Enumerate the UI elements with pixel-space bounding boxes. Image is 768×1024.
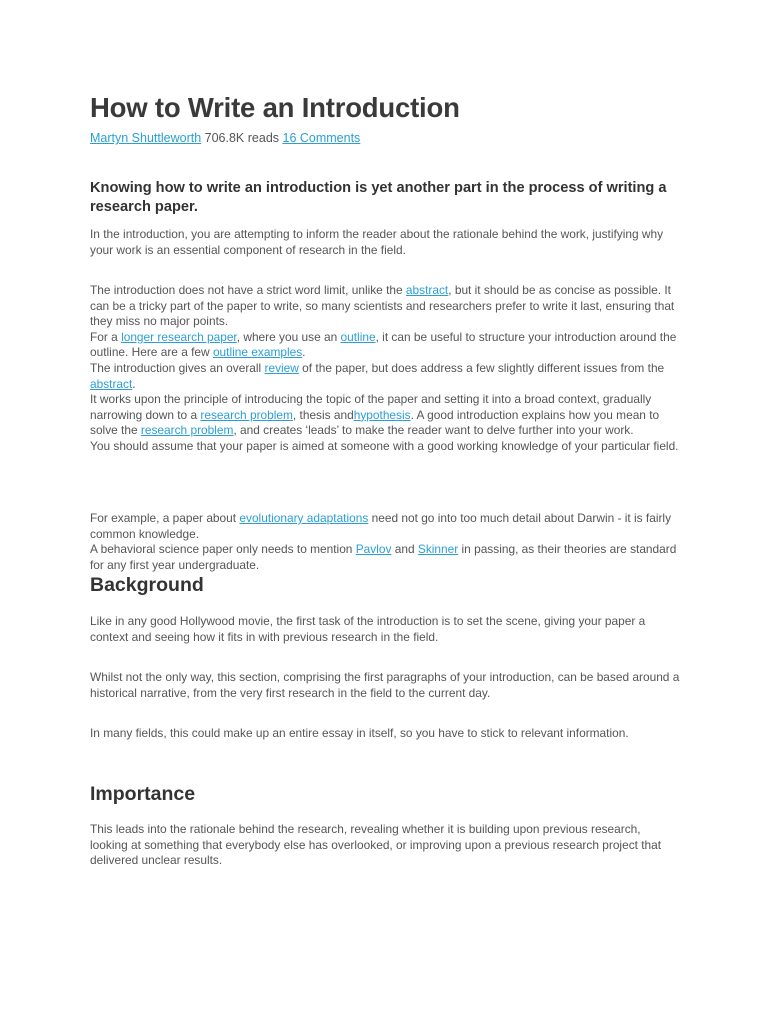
text-run: , and creates ‘leads’ to make the reader want to delve further into your work. xyxy=(233,423,634,438)
text-run: and xyxy=(391,542,418,557)
intro-details-paragraph xyxy=(90,283,680,455)
research-problem-link-2[interactable]: research problem xyxy=(140,423,234,438)
skinner-link[interactable]: Skinner xyxy=(417,542,459,557)
text-run: A behavioral science paper only needs to mention xyxy=(90,542,356,557)
behavioral-line xyxy=(90,542,680,573)
word-limit-line xyxy=(90,283,680,330)
evolutionary-adaptations-link[interactable]: evolutionary adaptations xyxy=(239,511,369,525)
hypothesis-link[interactable]: hypothesis xyxy=(353,407,411,422)
text-run: of the paper, but does address a few slightly different issues from the xyxy=(298,360,665,375)
author-link[interactable]: Martyn Shuttleworth xyxy=(90,131,202,145)
pavlov-link[interactable]: Pavlov xyxy=(355,542,392,557)
longer-research-paper-link[interactable]: longer research paper xyxy=(121,329,237,344)
review-link[interactable]: review xyxy=(264,360,299,375)
background-heading: Background xyxy=(90,574,204,596)
research-problem-link[interactable]: research problem xyxy=(200,407,293,422)
darwin-line xyxy=(90,511,680,542)
text-run: , it can be useful to structure your introduction around the outline. Here are a few xyxy=(90,329,677,360)
review-line xyxy=(90,361,680,392)
article-meta xyxy=(90,131,360,145)
examples-paragraph xyxy=(90,511,680,573)
text-run: For a xyxy=(90,329,122,344)
outline-link[interactable]: outline xyxy=(340,329,376,344)
text-run: . xyxy=(302,345,306,360)
background-paragraph-3: In many fields, this could make up an entire essay in itself, so you have to stick to relevant information. xyxy=(90,726,629,740)
text-run: , thesis and xyxy=(292,407,354,422)
importance-paragraph: This leads into the rationale behind the research, revealing whether it is building upon previous research, looking at something that everybody else has overlooked, or improving upon a previous research project that delivered unclear results. xyxy=(90,822,662,868)
text-run: need not go into too much detail about Darwin - it is fairly common knowledge. xyxy=(90,511,672,541)
background-paragraph-1: Like in any good Hollywood movie, the first task of the introduction is to set the scene, giving your paper a context and seeing how it fits in with previous research in the field. xyxy=(90,614,646,644)
text-run: For example, a paper about xyxy=(90,511,240,525)
audience-line: You should assume that your paper is aimed at someone with a good working knowledge of your particular field. xyxy=(90,438,679,453)
text-run: The introduction does not have a strict word limit, unlike the xyxy=(90,283,406,297)
abstract-link[interactable]: abstract xyxy=(405,283,449,297)
outline-examples-link[interactable]: outline examples xyxy=(212,345,303,360)
text-run: The introduction gives an overall xyxy=(90,360,265,375)
intro-paragraph: In the introduction, you are attempting to inform the reader about the rationale behind the work, justifying why your work is an essential component of research in the field. xyxy=(90,227,664,257)
principle-line xyxy=(90,392,680,439)
importance-heading: Importance xyxy=(90,783,196,805)
text-run: It works upon the principle of introducing the topic of the paper and setting it into a broad context, gradually narrowing down to a xyxy=(90,392,652,422)
lead-paragraph: Knowing how to write an introduction is yet another part in the process of writing a research paper. xyxy=(90,180,667,215)
text-run: , where you use an xyxy=(236,329,341,344)
comments-link[interactable]: 16 Comments xyxy=(282,131,361,145)
text-run: . A good introduction explains how you mean to solve the xyxy=(90,407,660,438)
reads-count: 706.8K reads xyxy=(204,131,280,145)
article-title: How to Write an Introduction xyxy=(90,92,460,123)
abstract-link-2[interactable]: abstract xyxy=(90,376,133,391)
outline-line xyxy=(90,330,680,361)
text-run: , but it should be as concise as possible. It can be a tricky part of the paper to write, so many scientists and researchers prefer to write it last, ensuring that they miss no major points. xyxy=(90,283,675,329)
text-run: in passing, as their theories are standard for any first year undergraduate. xyxy=(90,542,677,572)
text-run: . xyxy=(132,376,136,391)
background-paragraph-2: Whilst not the only way, this section, comprising the first paragraphs of your introduction, can be based around a historical narrative, from the very first research in the field to the current day. xyxy=(90,670,680,700)
